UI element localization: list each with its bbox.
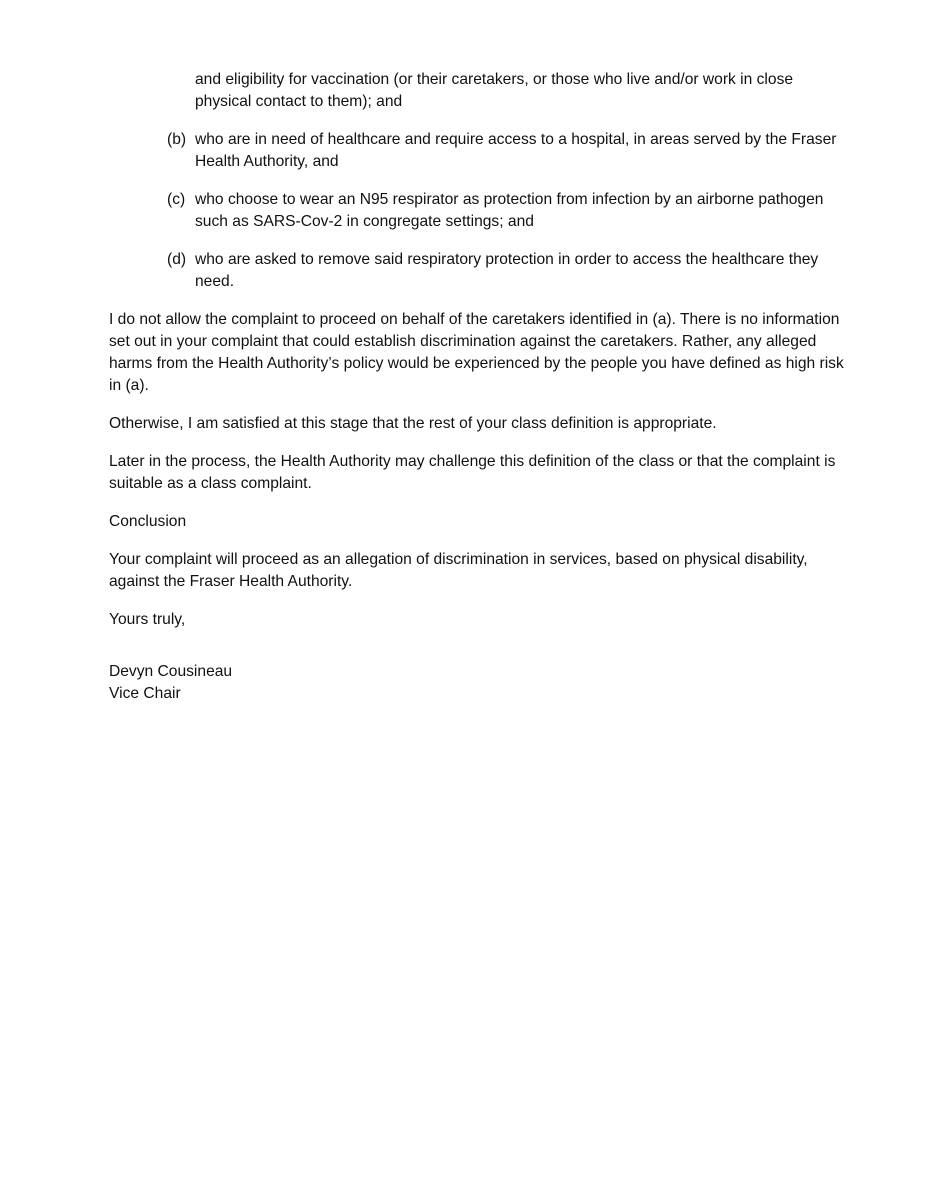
signer-name: Devyn Cousineau (109, 663, 233, 680)
class-item-text: who are asked to remove said respiratory protection in order to access the healthcare they need. (195, 251, 819, 290)
class-item-text: who choose to wear an N95 respirator as protection from infection by an airborne pathogen such as SARS-Cov-2 in congregate settings; and (195, 191, 824, 230)
class-item-a-continuation: and eligibility for vaccination (or their caretakers, or those who live and/or work in close physical contact to them); and (195, 71, 794, 110)
signer-title: Vice Chair (109, 685, 181, 702)
class-item-text: who are in need of healthcare and require access to a hospital, in areas served by the Fraser Health Authority, and (195, 131, 837, 170)
caretakers-paragraph: I do not allow the complaint to proceed on behalf of the caretakers identified in (a). There is no information set out in your complaint that could establish discrimination against the caretakers. Rather, any alleged harms from the Health Authority’s policy would be experienced by the people you have defined as high risk in (a). (109, 311, 844, 394)
class-definition-paragraph: Otherwise, I am satisfied at this stage that the rest of your class definition is appropriate. (109, 415, 717, 432)
class-item-c (109, 189, 844, 233)
closing-salutation: Yours truly, (109, 611, 186, 628)
letter-body (109, 69, 844, 705)
conclusion-heading: Conclusion (109, 513, 187, 530)
class-item-label: (c) (167, 191, 186, 208)
class-item-b (109, 129, 844, 173)
class-item-d (109, 249, 844, 293)
class-item-label: (b) (167, 131, 187, 148)
challenge-paragraph: Later in the process, the Health Authority may challenge this definition of the class or that the complaint is suitable as a class complaint. (109, 453, 836, 492)
conclusion-paragraph: Your complaint will proceed as an allegation of discrimination in services, based on physical disability, against the Fraser Health Authority. (109, 551, 808, 590)
class-item-label: (d) (167, 251, 187, 268)
